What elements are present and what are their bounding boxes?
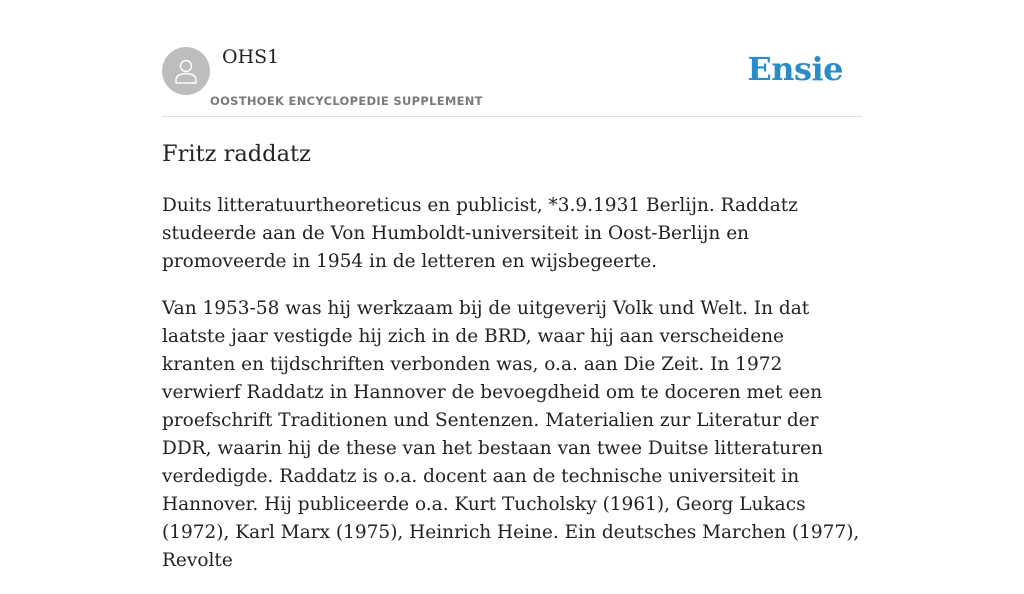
author-name[interactable]: OHS1	[222, 46, 280, 68]
site-logo[interactable]: Ensie	[747, 50, 843, 88]
article-body	[162, 192, 862, 594]
header	[162, 0, 862, 117]
page-container	[162, 0, 862, 571]
article-paragraph: Duits litteratuurtheoreticus en publicist, *3.9.1931 Berlijn. Raddatz studeerde aan de Von Humboldt-universiteit in Oost-Berlijn en promoveerde in 1954 in de letteren en wijsbegeerte.	[162, 195, 798, 272]
source-subtitle[interactable]: OOSTHOEK ENCYCLOPEDIE SUPPLEMENT	[210, 94, 483, 108]
user-avatar-icon	[171, 56, 201, 86]
avatar[interactable]	[162, 47, 210, 95]
article-title: Fritz raddatz	[162, 141, 311, 167]
article-paragraph: Van 1953-58 was hij werkzaam bij de uitgeverij Volk und Welt. In dat laatste jaar vestigde hij zich in de BRD, waar hij aan verscheidene kranten en tijdschriften verbonden was, o.a. aan Die Zeit. In 1972 verwierf Raddatz in Hannover de bevoegdheid om te doceren met een proefschrift Traditionen und Sentenzen. Materialien zur Literatur der DDR, waarin hij de these van het bestaan van twee Duitse litteraturen verdedigde. Raddatz is o.a. docent aan de technische universiteit in Hannover. Hij publiceerde o.a. Kurt Tucholsky (1961), Georg Lukacs (1972), Karl Marx (1975), Heinrich Heine. Ein deutsches Marchen (1977), Revolte	[162, 298, 860, 571]
